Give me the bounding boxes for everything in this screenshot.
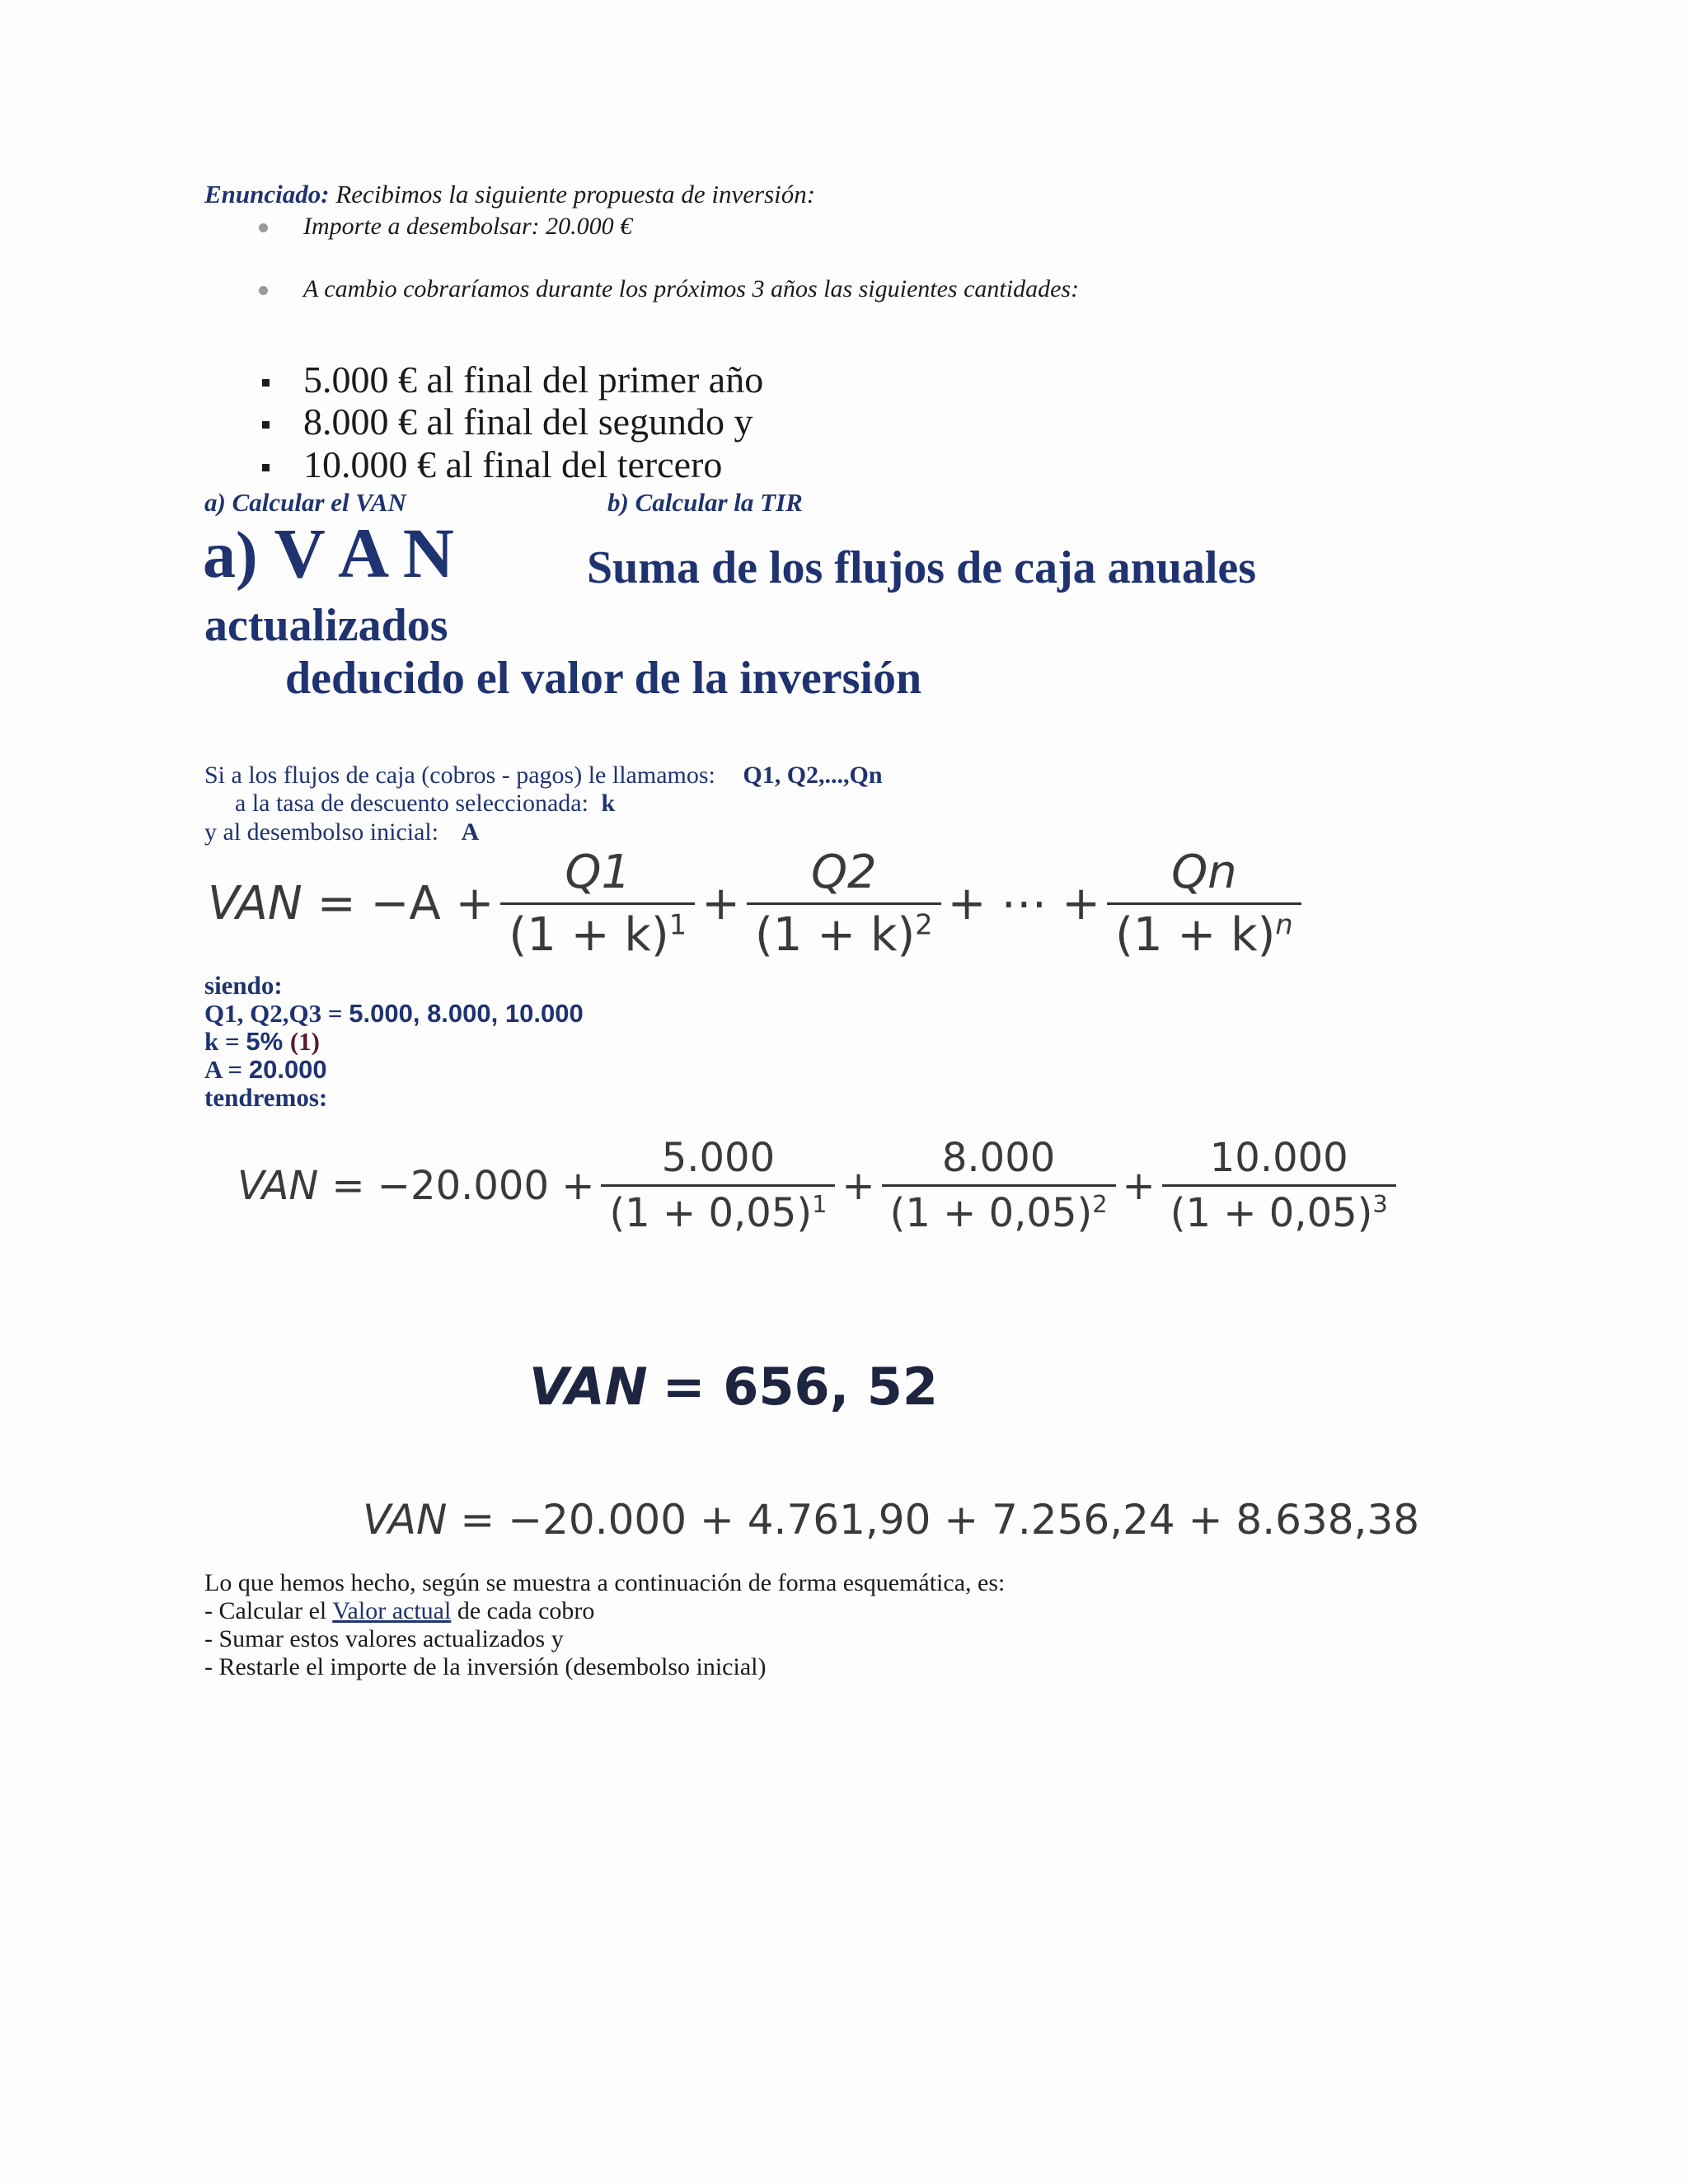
- fraction-denominator: [882, 1184, 1116, 1236]
- heading-line1: Suma de los flujos de caja anuales: [587, 542, 1257, 593]
- fraction: [882, 1135, 1116, 1236]
- bullet-item: A cambio cobraríamos durante los próximos 3 años las siguientes cantidades:: [303, 275, 1080, 302]
- siendo-k-value: 5%: [246, 1027, 290, 1056]
- fraction-denominator: [500, 902, 695, 962]
- siendo-q-label: Q1, Q2,Q3 =: [204, 999, 349, 1028]
- task-a: a) Calcular el VAN: [204, 488, 406, 517]
- enunciado-text: Recibimos la siguiente propuesta de inversión:: [329, 180, 816, 209]
- formula-start: = −20.000 +: [331, 1162, 595, 1209]
- heading-line3: deducido el valor de la inversión: [285, 653, 922, 704]
- siendo-a: [204, 1055, 327, 1085]
- plus-sign: +: [1122, 1162, 1156, 1209]
- definition-line2: [235, 790, 615, 818]
- bullet-dot-icon: [259, 223, 268, 232]
- task-b: b) Calcular la TIR: [607, 488, 803, 517]
- siendo-a-label: A =: [204, 1055, 249, 1084]
- sub-bullet-item: 5.000 € al final del primer año: [303, 359, 764, 401]
- fraction: [601, 1135, 835, 1236]
- bullet-square-icon: [262, 421, 270, 429]
- heading-van-title: V A N: [274, 513, 454, 593]
- fraction-numerator: Q2: [810, 846, 877, 899]
- fraction-denominator: [747, 902, 941, 962]
- step1-before: - Calcular el: [204, 1597, 333, 1624]
- bullet-item: Importe a desembolsar: 20.000 €: [303, 213, 633, 240]
- fraction-numerator: 5.000: [661, 1135, 776, 1181]
- fraction-numerator: Q1: [565, 846, 631, 899]
- tendremos-label: tendremos:: [204, 1083, 328, 1112]
- den-base: (1 + k): [754, 908, 916, 962]
- enunciado-line: [204, 180, 815, 209]
- bullet-square-icon: [262, 464, 270, 471]
- den-exponent: n: [1275, 908, 1293, 941]
- fraction-numerator: 10.000: [1209, 1135, 1348, 1181]
- formula-lhs: VAN: [363, 1496, 448, 1544]
- definition-text: a la tasa de descuento seleccionada:: [235, 790, 588, 817]
- den-base: (1 + k): [509, 908, 669, 962]
- fraction: [1107, 846, 1301, 962]
- den-exponent: 1: [668, 908, 687, 941]
- definition-text: y al desembolso inicial:: [204, 818, 439, 846]
- den-exponent: 1: [812, 1190, 828, 1218]
- fraction-denominator: [1107, 902, 1301, 962]
- heading-line2: actualizados: [204, 600, 448, 651]
- siendo-k-label: k =: [204, 1027, 246, 1056]
- formula-general: [208, 846, 1308, 962]
- definition-line3: [204, 818, 479, 846]
- fraction-numerator: 8.000: [941, 1135, 1056, 1181]
- den-base: (1 + 0,05): [1170, 1190, 1373, 1236]
- bullet-square-icon: [262, 379, 270, 387]
- definition-value: Q1, Q2,...,Qn: [743, 762, 883, 789]
- den-exponent: 2: [1092, 1190, 1108, 1218]
- siendo-k-note: (1): [289, 1027, 320, 1056]
- heading-prefix: a): [203, 519, 258, 592]
- fraction-denominator: [1162, 1184, 1396, 1236]
- explanation-step3: - Restarle el importe de la inversión (desembolso inicial): [204, 1653, 767, 1680]
- formula-result: [529, 1357, 938, 1417]
- explanation-intro: Lo que hemos hecho, según se muestra a continuación de forma esquemática, es:: [204, 1569, 1006, 1596]
- formula-lhs: VAN: [237, 1162, 319, 1209]
- fraction-denominator: [601, 1184, 835, 1236]
- ellipsis: + ⋯ +: [947, 877, 1101, 930]
- explanation-step1: [204, 1597, 594, 1625]
- formula-rhs: = −20.000 + 4.761,90 + 7.256,24 + 8.638,38: [460, 1496, 1420, 1544]
- den-base: (1 + 0,05): [609, 1190, 813, 1236]
- heading-van: [203, 513, 454, 593]
- den-base: (1 + 0,05): [889, 1190, 1093, 1236]
- definition-text: Si a los flujos de caja (cobros - pagos) le llamamos:: [204, 762, 715, 789]
- sub-bullet-item: 10.000 € al final del tercero: [303, 443, 723, 485]
- siendo-a-value: 20.000: [248, 1055, 327, 1084]
- definition-value: A: [461, 818, 480, 846]
- definition-value: k: [601, 790, 616, 817]
- siendo-q: [204, 999, 584, 1029]
- bullet-dot-icon: [259, 286, 268, 295]
- fraction: [1162, 1135, 1396, 1236]
- siendo-k: [204, 1027, 320, 1057]
- step1-after: de cada cobro: [451, 1597, 595, 1624]
- plus-sign: +: [842, 1162, 875, 1209]
- formula-sum: [363, 1496, 1419, 1544]
- valor-actual-link[interactable]: Valor actual: [332, 1597, 452, 1624]
- den-base: (1 + k): [1115, 908, 1276, 962]
- formula-start: = −A +: [316, 877, 495, 930]
- den-exponent: 2: [915, 908, 933, 941]
- fraction: [747, 846, 941, 962]
- plus-sign: +: [701, 877, 740, 930]
- formula-lhs: VAN: [208, 877, 302, 930]
- enunciado-label: Enunciado:: [204, 180, 330, 209]
- formula-rhs: = 656, 52: [662, 1357, 939, 1417]
- sub-bullet-item: 8.000 € al final del segundo y: [303, 401, 753, 443]
- siendo-q-values: 5.000, 8.000, 10.000: [349, 999, 584, 1028]
- fraction-numerator: Qn: [1171, 846, 1237, 899]
- fraction: [500, 846, 695, 962]
- formula-numeric: [237, 1135, 1403, 1236]
- explanation-step2: - Sumar estos valores actualizados y: [204, 1625, 564, 1652]
- siendo-label: siendo:: [204, 971, 283, 1000]
- formula-lhs: VAN: [529, 1357, 648, 1417]
- den-exponent: 3: [1372, 1190, 1388, 1218]
- definition-line1: [204, 762, 883, 790]
